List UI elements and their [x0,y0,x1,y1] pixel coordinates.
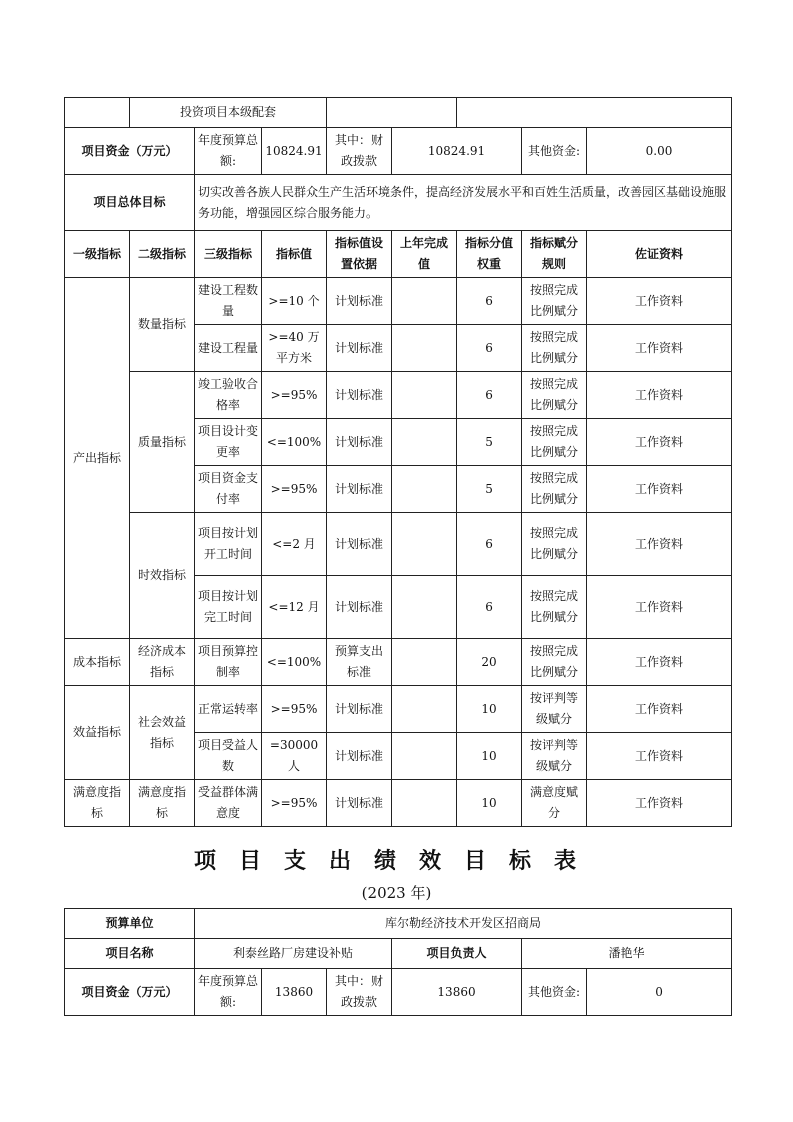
top-row-text: 投资项目本级配套 [130,98,327,128]
annual-budget-label: 年度预算总额: [195,969,262,1016]
column-header: 指标赋分规则 [522,231,587,278]
indicator-weight: 5 [457,419,522,466]
indicator-weight: 6 [457,278,522,325]
indicator-name: 项目按计划完工时间 [195,576,262,639]
indicator-value: <=100% [262,639,327,686]
indicator-value: >=95% [262,466,327,513]
table-row [65,686,732,733]
table-row [65,909,732,939]
indicator-weight: 10 [457,686,522,733]
indicator-basis: 计划标准 [327,733,392,780]
indicator-evidence: 工作资料 [587,466,732,513]
indicator-rule: 按照完成比例赋分 [522,576,587,639]
indicator-value: >=95% [262,372,327,419]
indicator-value: =30000 人 [262,733,327,780]
indicator-basis: 计划标准 [327,686,392,733]
level1-satisfaction: 满意度指标 [65,780,130,827]
indicator-name: 建设工程量 [195,325,262,372]
indicator-name: 竣工验收合格率 [195,372,262,419]
header-row [65,231,732,278]
indicator-name: 受益群体满意度 [195,780,262,827]
table-row [65,278,732,325]
level2-social: 社会效益指标 [130,686,195,780]
page-title: 项目支出绩效目标表 [193,849,599,874]
indicator-prev [392,278,457,325]
year-label: (2023 年) [361,884,432,902]
indicator-basis: 计划标准 [327,278,392,325]
indicator-prev [392,639,457,686]
level2-quality: 质量指标 [130,372,195,513]
other-funds-value: 0.00 [587,128,732,175]
indicator-evidence: 工作资料 [587,372,732,419]
fiscal-label: 其中：财政拨款 [327,969,392,1016]
indicator-weight: 10 [457,780,522,827]
indicator-value: >=95% [262,780,327,827]
indicator-evidence: 工作资料 [587,576,732,639]
level2-satisfaction: 满意度指标 [130,780,195,827]
indicator-prev [392,466,457,513]
indicator-prev [392,780,457,827]
indicator-basis: 计划标准 [327,419,392,466]
level2-quantity: 数量指标 [130,278,195,372]
indicator-prev [392,576,457,639]
annual-budget-value: 13860 [262,969,327,1016]
indicator-name: 项目受益人数 [195,733,262,780]
funds-label: 项目资金（万元） [65,128,195,175]
indicator-evidence: 工作资料 [587,513,732,576]
project-owner-value: 潘艳华 [522,939,732,969]
indicator-name: 建设工程数量 [195,278,262,325]
indicator-basis: 计划标准 [327,325,392,372]
indicator-evidence: 工作资料 [587,278,732,325]
indicator-name: 项目资金支付率 [195,466,262,513]
goal-row [65,175,732,231]
indicator-rule: 按评判等级赋分 [522,686,587,733]
funds-row [65,969,732,1016]
indicator-prev [392,733,457,780]
indicator-prev [392,513,457,576]
indicator-evidence: 工作资料 [587,639,732,686]
level1-output: 产出指标 [65,278,130,639]
indicator-prev [392,325,457,372]
indicator-basis: 计划标准 [327,466,392,513]
indicator-evidence: 工作资料 [587,733,732,780]
indicator-evidence: 工作资料 [587,686,732,733]
performance-indicator-table [64,97,732,827]
project-info-table [64,908,732,1016]
indicator-weight: 20 [457,639,522,686]
fiscal-label: 其中：财政拨款 [327,128,392,175]
level2-econ-cost: 经济成本指标 [130,639,195,686]
goal-text: 切实改善各族人民群众生产生活环境条件，提高经济发展水平和百姓生活质量，改善园区基础设施服务功能，增强园区综合服务能力。 [195,175,732,231]
indicator-name: 项目预算控制率 [195,639,262,686]
column-header: 指标值设置依据 [327,231,392,278]
indicator-value: >=10 个 [262,278,327,325]
indicator-name: 项目按计划开工时间 [195,513,262,576]
indicator-value: <=100% [262,419,327,466]
goal-label: 项目总体目标 [65,175,195,231]
annual-budget-label: 年度预算总额: [195,128,262,175]
funds-label: 项目资金（万元） [65,969,195,1016]
indicator-basis: 计划标准 [327,513,392,576]
indicator-weight: 5 [457,466,522,513]
table-row [65,780,732,827]
column-header: 一级指标 [65,231,130,278]
annual-budget-value: 10824.91 [262,128,327,175]
other-funds-label: 其他资金: [522,969,587,1016]
indicator-basis: 计划标准 [327,372,392,419]
indicator-rule: 按照完成比例赋分 [522,372,587,419]
indicator-weight: 10 [457,733,522,780]
project-owner-label: 项目负责人 [392,939,522,969]
table-row [65,372,732,419]
fiscal-value: 13860 [392,969,522,1016]
column-header: 二级指标 [130,231,195,278]
column-header: 佐证资料 [587,231,732,278]
funds-row [65,128,732,175]
indicator-value: >=95% [262,686,327,733]
level1-benefit: 效益指标 [65,686,130,780]
indicator-basis: 计划标准 [327,576,392,639]
other-funds-value: 0 [587,969,732,1016]
indicator-rule: 按评判等级赋分 [522,733,587,780]
indicator-rule: 按照完成比例赋分 [522,325,587,372]
indicator-rule: 按照完成比例赋分 [522,513,587,576]
indicator-rule: 按照完成比例赋分 [522,419,587,466]
table-row [65,98,732,128]
project-name-value: 利泰丝路厂房建设补贴 [195,939,392,969]
budget-unit-value: 库尔勒经济技术开发区招商局 [195,909,732,939]
indicator-value: >=40 万平方米 [262,325,327,372]
indicator-evidence: 工作资料 [587,419,732,466]
indicator-weight: 6 [457,372,522,419]
indicator-rule: 按照完成比例赋分 [522,639,587,686]
other-funds-label: 其他资金: [522,128,587,175]
indicator-prev [392,686,457,733]
table-row [65,939,732,969]
indicator-evidence: 工作资料 [587,325,732,372]
indicator-rule: 满意度赋分 [522,780,587,827]
indicator-basis: 计划标准 [327,780,392,827]
indicator-value: <=12 月 [262,576,327,639]
indicator-value: <=2 月 [262,513,327,576]
table-row [65,513,732,576]
indicator-weight: 6 [457,576,522,639]
indicator-basis: 预算支出标准 [327,639,392,686]
column-header: 指标值 [262,231,327,278]
level1-cost: 成本指标 [65,639,130,686]
level2-timeliness: 时效指标 [130,513,195,639]
column-header: 上年完成值 [392,231,457,278]
column-header: 指标分值权重 [457,231,522,278]
budget-unit-label: 预算单位 [65,909,195,939]
indicator-name: 项目设计变更率 [195,419,262,466]
indicator-prev [392,372,457,419]
indicator-name: 正常运转率 [195,686,262,733]
indicator-weight: 6 [457,325,522,372]
indicator-evidence: 工作资料 [587,780,732,827]
indicator-rule: 按照完成比例赋分 [522,278,587,325]
indicator-weight: 6 [457,513,522,576]
table-row [65,639,732,686]
project-name-label: 项目名称 [65,939,195,969]
fiscal-value: 10824.91 [392,128,522,175]
column-header: 三级指标 [195,231,262,278]
indicator-prev [392,419,457,466]
indicator-rule: 按照完成比例赋分 [522,466,587,513]
